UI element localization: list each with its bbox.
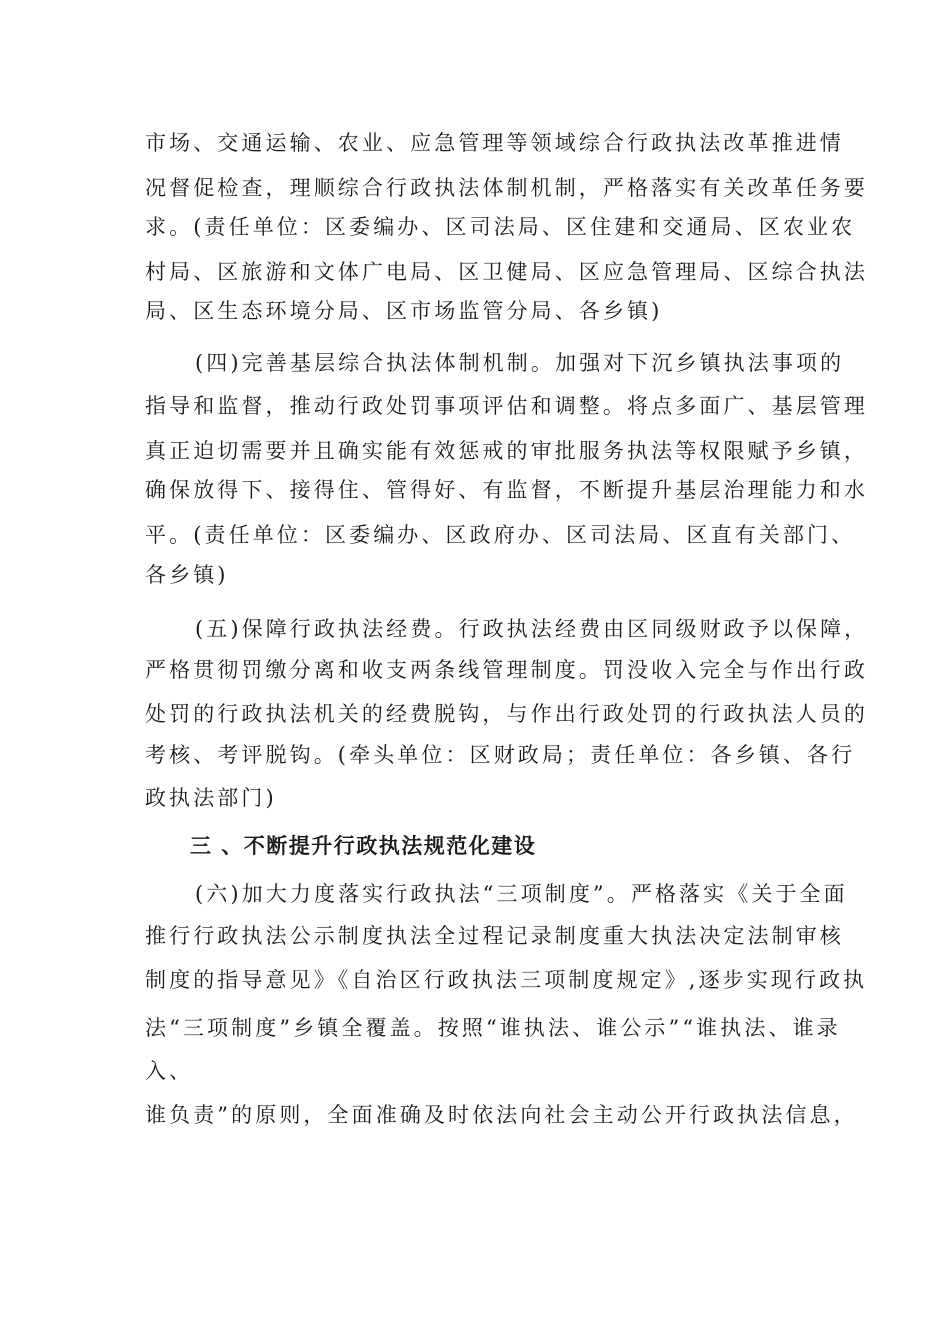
paragraph-line: 入、 [145,1059,194,1083]
paragraph-line: (六)加大力度落实行政执法“三项制度”。严格落实《关于全面 [195,882,848,906]
paragraph-line: 推行行政执法公示制度执法全过程记录制度重大执法决定法制审核 [145,924,844,948]
paragraph-line: 平。(责任单位：区委编办、区政府办、区司法局、区直有关部门、 [145,523,856,547]
paragraph-line: 谁负责”的原则，全面准确及时依法向社会主动公开行政执法信息， [145,1103,858,1127]
paragraph-line: 局、区生态环境分局、区市场监管分局、各乡镇) [145,299,663,323]
paragraph-line: 真正迫切需要并且确实能有效惩戒的审批服务执法等权限赋予乡镇， [145,439,868,463]
section-heading: 三 、不断提升行政执法规范化建设 [190,834,537,858]
paragraph-line: (五)保障行政执法经费。行政执法经费由区同级财政予以保障， [195,617,869,641]
paragraph-line: 村局、区旅游和文体广电局、区卫健局、区应急管理局、区综合执法 [145,260,868,284]
paragraph-line: 考核、考评脱钩。(牵头单位：区财政局；责任单位：各乡镇、各行 [145,743,856,767]
paragraph-line: 法“三项制度”乡镇全覆盖。按照“谁执法、谁公示”“谁执法、谁录 [145,1016,841,1040]
paragraph-line: 处罚的行政执法机关的经费脱钩，与作出行政处罚的行政执法人员的 [145,702,868,726]
paragraph-line: 各乡镇) [145,563,229,587]
paragraph-line: 指导和监督，推动行政处罚事项评估和调整。将点多面广、基层管理 [145,394,868,418]
paragraph-line: 市场、交通运输、农业、应急管理等领域综合行政执法改革推进情 [145,131,844,155]
paragraph-line: 制度的指导意见》《自治区行政执法三项制度规定》,逐步实现行政执 [145,968,868,992]
paragraph-line: 求。(责任单位：区委编办、区司法局、区住建和交通局、区农业农 [145,215,856,239]
paragraph-line: 况督促检查，理顺综合行政执法体制机制，严格落实有关改革任务要 [145,176,868,200]
paragraph-line: 确保放得下、接得住、管得好、有监督，不断提升基层治理能力和水 [145,478,868,502]
paragraph-line: 政执法部门) [145,786,277,810]
paragraph-line: (四)完善基层综合执法体制机制。加强对下沉乡镇执法事项的 [195,351,845,375]
paragraph-line: 严格贯彻罚缴分离和收支两条线管理制度。罚没收入完全与作出行政 [145,658,868,682]
